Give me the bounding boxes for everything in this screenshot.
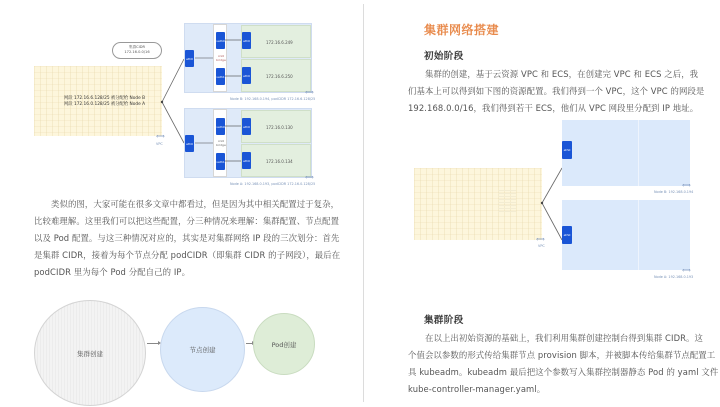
cluster-box-text	[64, 96, 145, 107]
node-a-ecs-panel	[562, 200, 690, 270]
left-para-line-3: 以及 Pod 配置。与这三种情况对应的，其实是对集群网络 IP 段的三次划分：首先	[34, 233, 340, 243]
circle-node-label: 节点创建	[189, 346, 216, 354]
left-para-line-4: 是集群 CIDR，接着为每个节点分配 podCIDR（即集群 CIDR 的子网段），最后在	[34, 250, 341, 260]
vpc-box-stripes	[498, 190, 516, 212]
node-b-pod2-eth0: eth0	[242, 67, 251, 84]
stage1-line-1: 集群的创建，基于云资源 VPC 和 ECS，在创建完 VPC 和 ECS 之后，我	[425, 69, 699, 79]
node-a-ecs-caption: Node A: 192.168.0.193	[654, 275, 694, 279]
arrow-cluster-to-node	[147, 343, 159, 344]
section-title: 集群网络搭建	[424, 23, 500, 37]
node-a-pod2-eth0: eth0	[242, 152, 251, 169]
node-a-eth0-chip: eth0	[185, 135, 194, 152]
left-para-line-1: 类似的图，大家可能在很多文章中都看过，但是因为其中相关配置过于复杂，	[51, 199, 340, 209]
right-page	[364, 0, 720, 407]
node-b-ecs-caption: Node B: 192.168.0.194	[654, 190, 694, 194]
node-b-pod2-ip: 172.16.6.250	[266, 74, 293, 79]
node-b-panel-divider	[638, 120, 639, 186]
stage1-paragraph	[408, 66, 708, 117]
circle-cluster-label: 集群创建	[77, 349, 103, 358]
node-a-veth0-chip: veth0	[216, 118, 225, 135]
node-a-veth1-chip: veth1	[216, 153, 225, 170]
stage2-line-2: 个值会以参数的形式传给集群节点 provision 脚本，并被脚本传给集群节点配置工	[408, 350, 716, 360]
node-a-panel	[184, 108, 312, 178]
stage2-title: 集群阶段	[424, 315, 464, 326]
cloud-label-2: 172.16.0.0/16	[124, 50, 150, 54]
node-a-panel-divider	[638, 200, 639, 270]
circle-cluster-creation	[34, 300, 146, 406]
node-b-panel	[184, 23, 312, 93]
node-b-pod1-ip: 172.16.6.249	[266, 40, 293, 45]
node-a-caption: Node A: 192.168.0.193, podCIDR 172.16.0.128/25	[230, 182, 316, 186]
arrow-node-to-pod	[246, 343, 253, 344]
vpc-resize-icon: ⟺	[156, 133, 165, 140]
node-a-resize-icon: ⟺	[305, 174, 314, 181]
stage1-line-2: 们基本上可以得到如下图的资源配置。我们得到一个 VPC，这个 VPC 的网段是	[408, 86, 705, 96]
left-paragraph	[34, 196, 341, 281]
cluster-cidr-cloud	[112, 42, 162, 59]
node-a-pod2-ip: 172.16.0.134	[266, 159, 293, 164]
node-a-ecs-resize-icon: ⟺	[682, 267, 691, 274]
node-b-eth0-chip: eth0	[185, 50, 194, 67]
node-b-veth1-chip: veth1	[216, 68, 225, 85]
node-b-ecs-panel	[562, 120, 690, 186]
stage2-paragraph	[408, 330, 719, 398]
circle-pod-label: Pod创建	[271, 340, 297, 349]
cluster-line-a: 网段 172.16.0.128/25 被分配给 Node A	[64, 101, 146, 107]
cloud-label-1: 集群CIDR	[128, 45, 146, 49]
creation-flow-diagram	[0, 290, 362, 407]
left-para-line-5: podCIDR 里为每个 Pod 分配自己的 IP。	[34, 267, 191, 277]
stage1-title: 初始阶段	[424, 51, 464, 62]
cluster-network-diagram	[0, 0, 362, 190]
stage1-line-3: 192.168.0.0/16，我们得到若干 ECS，他们从 VPC 网段里分配到 IP 地址。	[408, 103, 699, 113]
circle-node-creation	[160, 307, 245, 392]
circle-pod-creation	[253, 313, 315, 375]
node-a-bridge-label: cni0 bridge	[216, 139, 226, 147]
stage2-line-4: kube-controller-manager.yaml。	[408, 384, 546, 394]
vpc-box	[414, 168, 542, 240]
node-a-ecs-eth0: eth0	[562, 226, 572, 244]
stage2-line-1: 在以上出初始资源的基础上，我们利用集群创建控制台得到集群 CIDR。这	[425, 333, 703, 343]
node-a-pod1-eth0: eth0	[242, 118, 251, 135]
node-b-resize-icon: ⟺	[305, 89, 314, 96]
node-a-pod1-ip: 172.16.0.130	[266, 125, 293, 130]
node-b-veth0-chip: veth0	[216, 32, 225, 49]
cluster-box	[34, 66, 162, 136]
cluster-line-b: 网段 172.16.6.128/25 被分配给 Node B	[64, 96, 146, 101]
node-b-pod1-eth0: eth0	[242, 32, 251, 49]
vpc-label: VPC	[156, 142, 163, 146]
node-a-links	[185, 109, 313, 179]
left-para-line-2: 比较难理解。这里我们可以把这些配置，分三种情况来理解：集群配置、节点配置	[34, 216, 340, 226]
vpc-label-right: VPC	[538, 244, 545, 248]
node-b-caption: Node B: 192.168.0.194, podCIDR 172.16.6.128/25	[230, 97, 316, 101]
node-b-ecs-resize-icon: ⟺	[682, 182, 691, 189]
node-b-bridge-label: cni0 bridge	[216, 54, 226, 62]
initial-resource-diagram	[364, 120, 720, 300]
vpc-resize-icon-right: ⟺	[536, 236, 545, 243]
node-b-ecs-eth0: eth0	[562, 141, 572, 159]
stage2-line-3: 具 kubeadm。kubeadm 最后把这个参数写入集群控制器静态 Pod 的 yaml 文件	[408, 367, 719, 377]
node-b-links	[185, 24, 313, 94]
